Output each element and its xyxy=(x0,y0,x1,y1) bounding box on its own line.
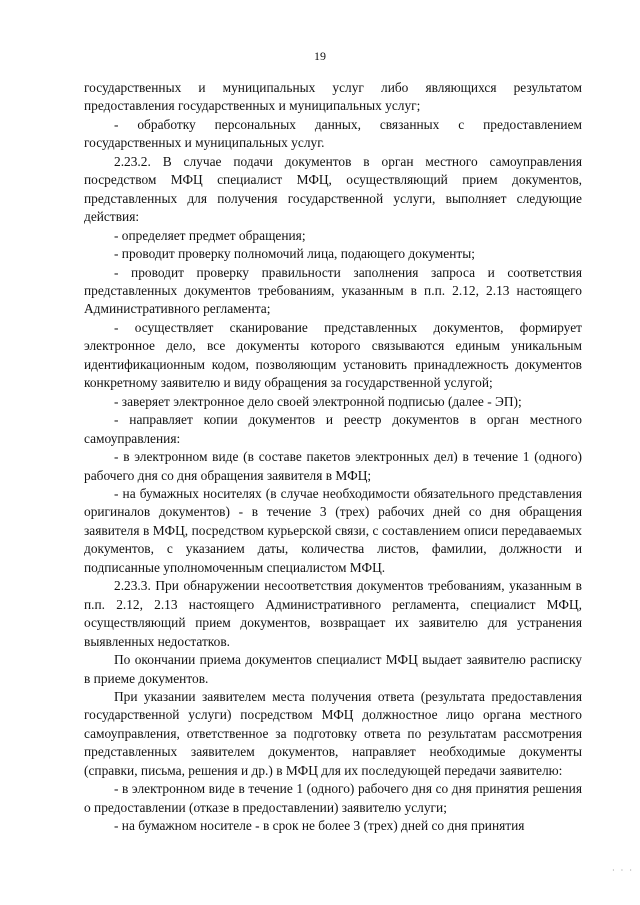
paragraph: - определяет предмет обращения; xyxy=(114,227,306,243)
paragraph: - заверяет электронное дело своей электронной подписью (далее - ЭП); xyxy=(114,393,522,409)
paragraph: государственных и муниципальных услуг либо являющихся результатом предоставления государственных и муниципальных услуг; xyxy=(84,80,582,114)
paragraph: По окончании приема документов специалист МФЦ выдает заявителю расписку в приеме документов. xyxy=(84,652,582,686)
paragraph: - на бумажных носителях (в случае необходимости обязательного представления оригиналов документов) - в течение 3 (трех) рабочих дней со дня обращения заявителя в МФЦ, посредством курьерской связи, с составлением описи передаваемых документов, с указанием даты, количества листов, фамилии, должности и подписанные уполномоченным специалистом МФЦ. xyxy=(84,485,582,575)
page-number: 19 xyxy=(314,49,326,63)
paragraph: - в электронном виде в течение 1 (одного) рабочего дня со дня принятия решения о предоставлении (отказе в предоставлении) заявителю услуги; xyxy=(84,781,582,815)
paragraph: - обработку персональных данных, связанных с предоставлением государственных и муниципальных услуг. xyxy=(84,116,582,151)
paragraph: - проводит проверку полномочий лица, подающего документы; xyxy=(114,246,475,262)
paragraph: - проводит проверку правильности заполнения запроса и соответствия представленных документов требованиям, указанным в п.п. 2.12, 2.13 настоящего Административного регламента; xyxy=(84,264,582,317)
paragraph: - на бумажном носителе - в срок не более 3 (трех) дней со дня принятия xyxy=(114,818,525,834)
document-body xyxy=(84,79,582,836)
paragraph: - направляет копии документов и реестр документов в орган местного самоуправления: xyxy=(84,412,582,446)
paragraph: При указании заявителем места получения ответа (результата предоставления государственной услуги) посредством МФЦ должностное лицо органа местного самоуправления, ответственное за подготовку ответа по результатам рассмотрения представленных заявителем документов, направляет необходимые документы (справки, письма, решения и др.) в МФЦ для их последующей передачи заявителю: xyxy=(84,688,582,778)
paragraph: - осуществляет сканирование представленных документов, формирует электронное дело, все документы которого связываются единым уникальным идентификационным кодом, позволяющим установить принадлежность документов конкретному заявителю и виду обращения за государственной услугой; xyxy=(84,319,582,391)
paragraph: - в электронном виде (в составе пакетов электронных дел) в течение 1 (одного) рабочего дня со дня обращения заявителя в МФЦ; xyxy=(84,449,582,483)
scan-artifact: · · · xyxy=(612,866,634,875)
paragraph: 2.23.2. В случае подачи документов в орган местного самоуправления посредством МФЦ специалист МФЦ, осуществляющий прием документов, представленных для получения государственной услуги, выполняет следующие действия: xyxy=(84,153,582,225)
paragraph: 2.23.3. При обнаружении несоответствия документов требованиям, указанным в п.п. 2.12, 2.13 настоящего Административного регламента, специалист МФЦ, осуществляющий прием документов, возвращает их заявителю для устранения выявленных недостатков. xyxy=(84,578,582,649)
